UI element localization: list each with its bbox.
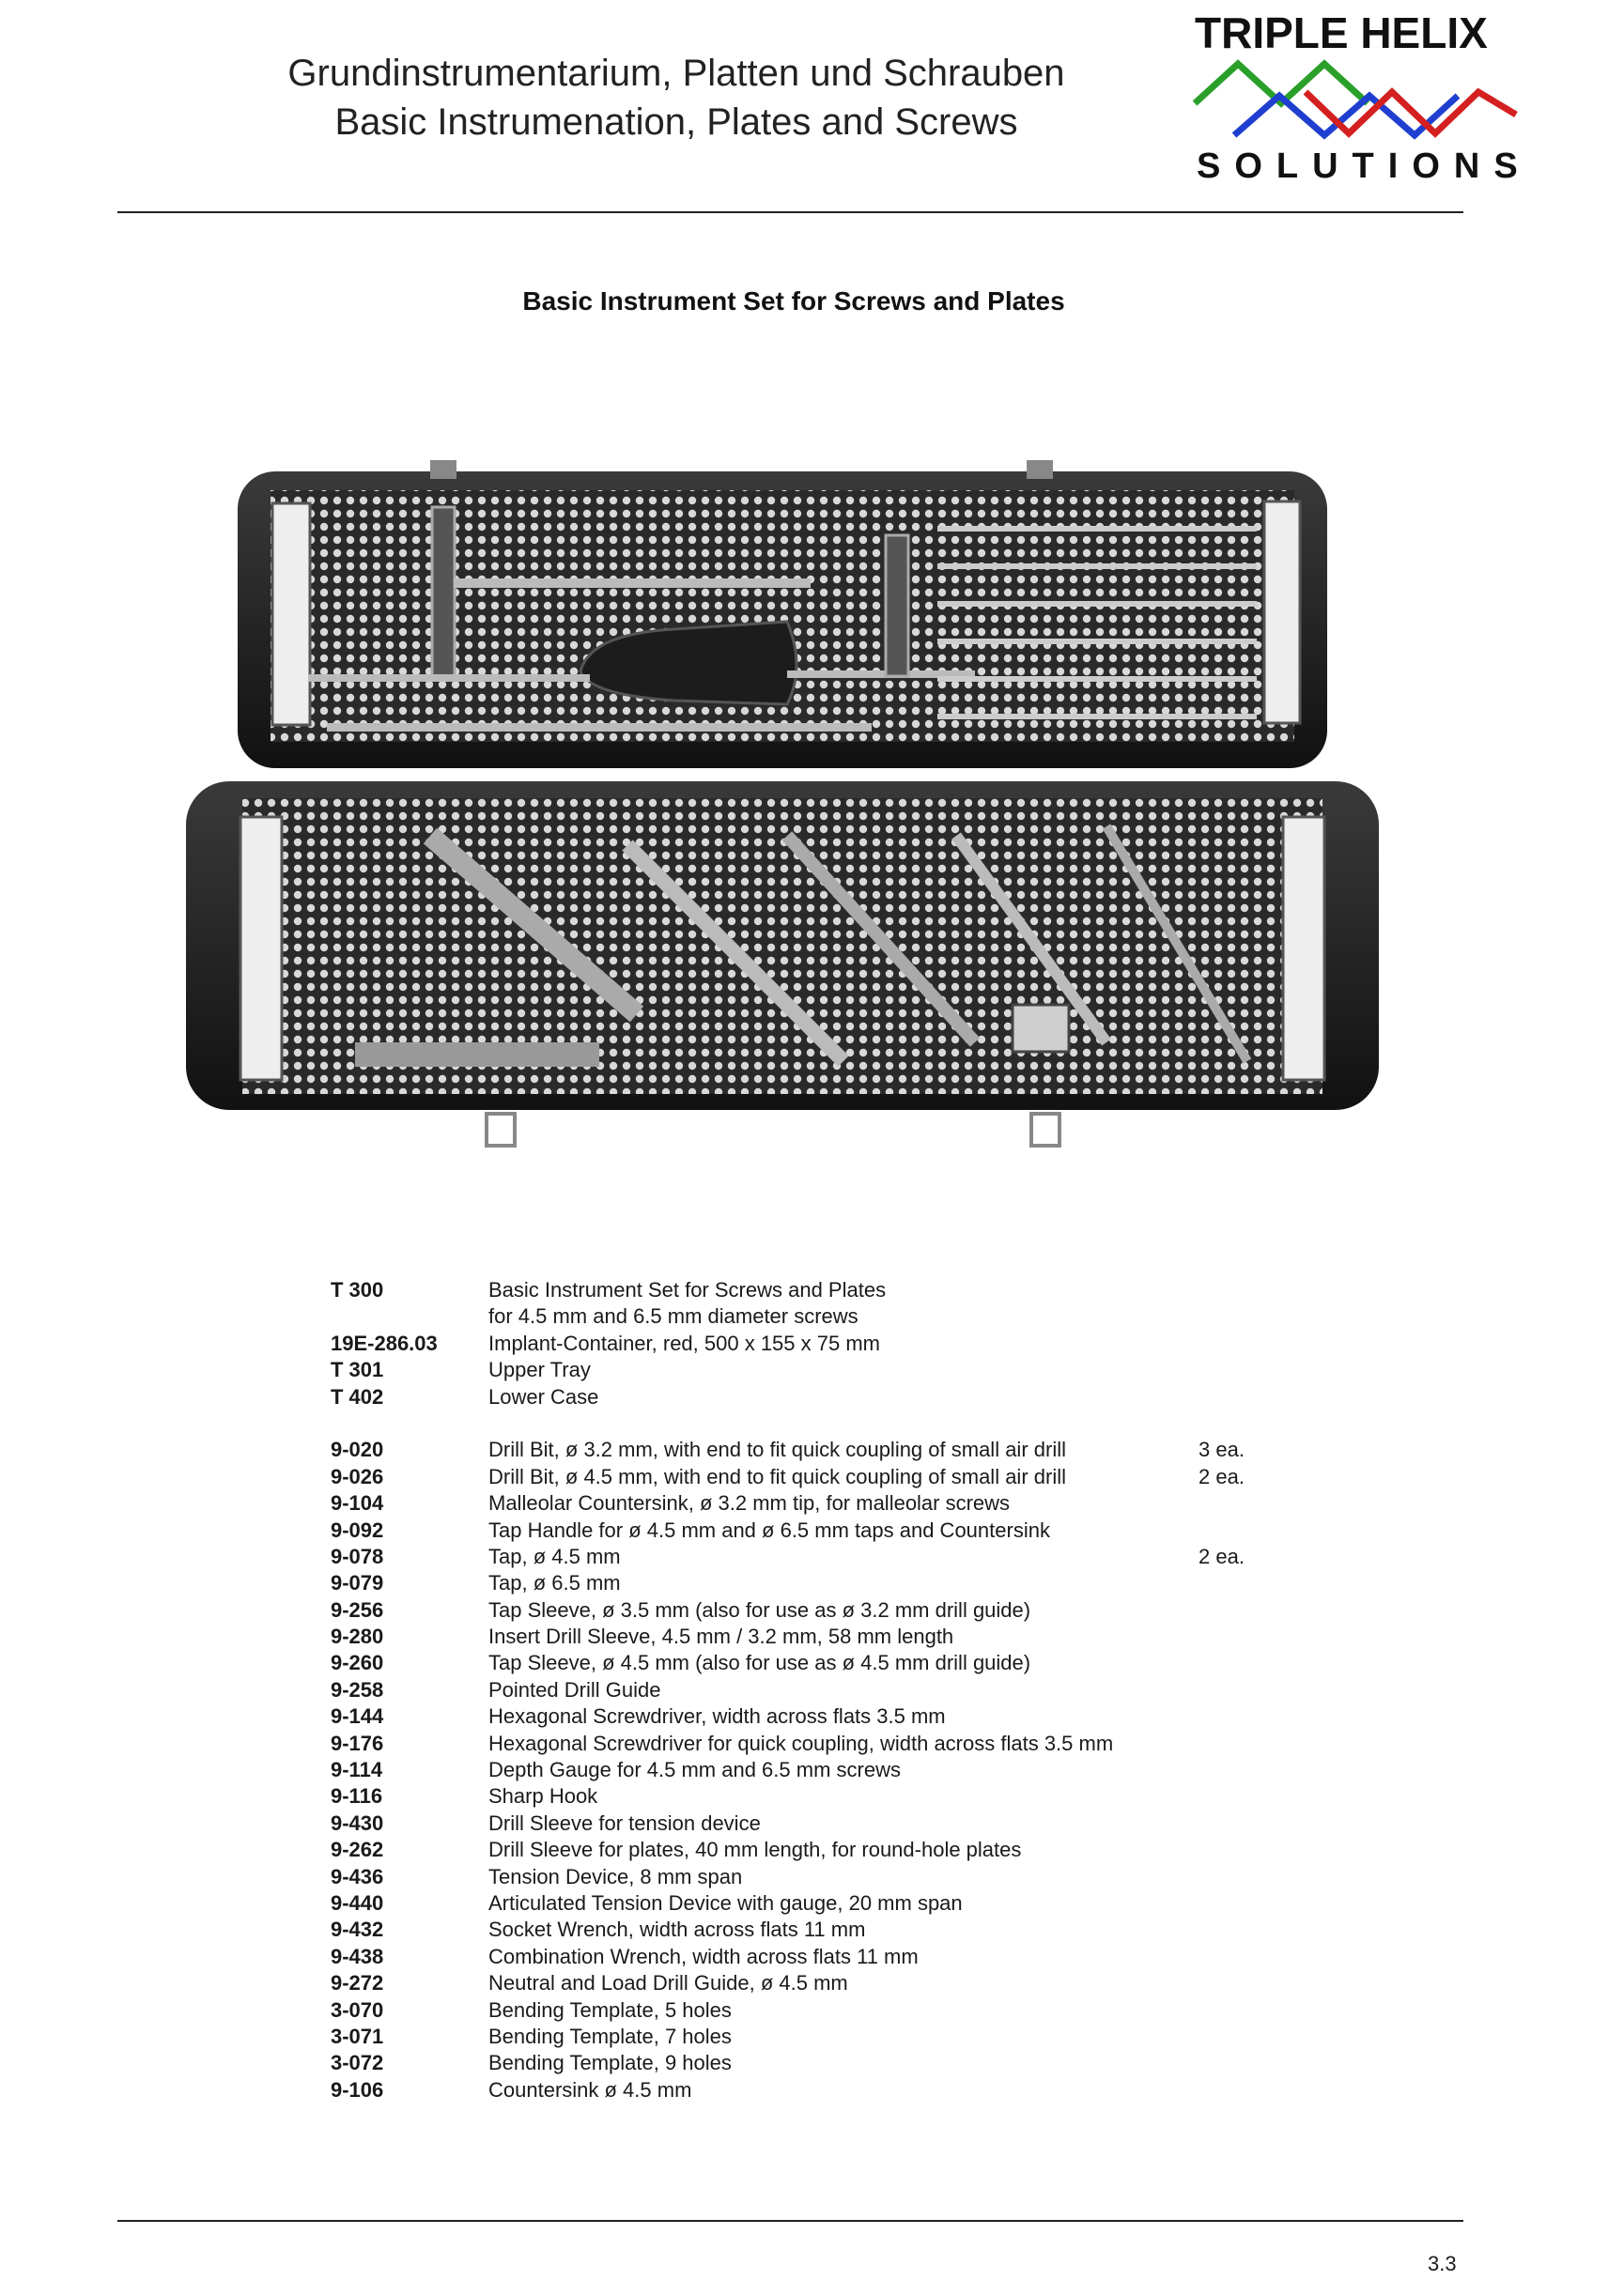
table-row bbox=[331, 1890, 1298, 1917]
item-quantity bbox=[1199, 1783, 1292, 1810]
table-row bbox=[331, 1811, 1298, 1837]
item-code: 9-106 bbox=[331, 2077, 384, 2102]
item-description: Bending Template, 5 holes bbox=[488, 1997, 732, 2022]
item-description: Tap, ø 4.5 mm bbox=[488, 1544, 621, 1568]
item-code: 9-280 bbox=[331, 1625, 384, 1649]
company-logo bbox=[1191, 6, 1532, 193]
item-quantity bbox=[1199, 1757, 1292, 1783]
item-description: Upper Tray bbox=[488, 1358, 591, 1382]
title-english: Basic Instrumenation, Plates and Screws bbox=[334, 101, 1018, 143]
item-description: Hexagonal Screwdriver, width across flats 3.5 mm bbox=[488, 1704, 946, 1729]
table-row bbox=[331, 1518, 1298, 1544]
item-code: T 300 bbox=[331, 1278, 384, 1302]
table-row bbox=[331, 1464, 1298, 1490]
item-code: 9-438 bbox=[331, 1944, 384, 1968]
item-description: Tap, ø 6.5 mm bbox=[488, 1571, 621, 1595]
item-quantity bbox=[1199, 1331, 1292, 1357]
item-code: 3-070 bbox=[331, 1997, 384, 2022]
item-quantity bbox=[1199, 2024, 1292, 2050]
item-code bbox=[331, 1303, 488, 1330]
item-description: Articulated Tension Device with gauge, 20 mm span bbox=[488, 1890, 963, 1915]
item-quantity bbox=[1199, 2050, 1292, 2076]
page-number: 3.3 bbox=[1428, 2252, 1457, 2275]
item-code: 19E-286.03 bbox=[331, 1331, 438, 1355]
item-code: 9-272 bbox=[331, 1971, 384, 1996]
item-description: Lower Case bbox=[488, 1384, 599, 1409]
item-description: Countersink ø 4.5 mm bbox=[488, 2077, 692, 2102]
table-row bbox=[331, 1624, 1298, 1650]
item-description: Tap Sleeve, ø 4.5 mm (also for use as ø 4.5 mm drill guide) bbox=[488, 1651, 1031, 1675]
item-code: 9-092 bbox=[331, 1518, 384, 1542]
table-row bbox=[331, 1410, 1298, 1437]
table-row bbox=[331, 1490, 1298, 1517]
item-description: Drill Sleeve for plates, 40 mm length, for round-hole plates bbox=[488, 1838, 1022, 1862]
table-row bbox=[331, 1277, 1298, 1303]
item-description bbox=[488, 1410, 1199, 1437]
table-row bbox=[331, 1837, 1298, 1863]
item-quantity bbox=[1199, 1650, 1292, 1676]
item-code: 9-114 bbox=[331, 1758, 383, 1782]
item-quantity bbox=[1199, 1518, 1292, 1544]
item-description: Malleolar Countersink, ø 3.2 mm tip, for malleolar screws bbox=[488, 1491, 1011, 1516]
instrument-case-photo bbox=[186, 441, 1379, 1155]
item-description: Drill Sleeve for tension device bbox=[488, 1811, 761, 1835]
table-row bbox=[331, 1731, 1298, 1757]
item-quantity bbox=[1199, 1811, 1292, 1837]
item-code: 9-430 bbox=[331, 1811, 384, 1835]
item-quantity: 2 ea. bbox=[1199, 1464, 1245, 1488]
item-quantity bbox=[1199, 1597, 1292, 1624]
item-quantity bbox=[1199, 1997, 1292, 2024]
table-row bbox=[331, 1570, 1298, 1596]
item-description: Tension Device, 8 mm span bbox=[488, 1864, 743, 1888]
item-description: Hexagonal Screwdriver for quick coupling, width across flats 3.5 mm bbox=[488, 1731, 1114, 1755]
item-description: Combination Wrench, width across flats 11 mm bbox=[488, 1944, 919, 1968]
item-description: Bending Template, 9 holes bbox=[488, 2051, 732, 2075]
item-quantity bbox=[1199, 1703, 1292, 1730]
item-quantity bbox=[1199, 1624, 1292, 1650]
item-code: 9-026 bbox=[331, 1464, 384, 1488]
item-description: Implant-Container, red, 500 x 155 x 75 mm bbox=[488, 1331, 880, 1355]
table-row bbox=[331, 1437, 1298, 1463]
item-code: 9-144 bbox=[331, 1704, 384, 1729]
item-code: 9-020 bbox=[331, 1438, 384, 1462]
item-code: 9-079 bbox=[331, 1571, 384, 1595]
item-code: 9-260 bbox=[331, 1651, 384, 1675]
table-row bbox=[331, 1703, 1298, 1730]
table-row bbox=[331, 1997, 1298, 2024]
header-divider bbox=[117, 211, 1463, 213]
page-header bbox=[178, 49, 1174, 146]
item-quantity bbox=[1199, 1384, 1292, 1410]
title-german: Grundinstrumentarium, Platten und Schrauben bbox=[287, 53, 1065, 94]
item-description: for 4.5 mm and 6.5 mm diameter screws bbox=[488, 1304, 858, 1329]
item-quantity bbox=[1199, 1917, 1292, 1943]
item-quantity bbox=[1199, 1410, 1292, 1437]
table-row bbox=[331, 1357, 1298, 1383]
item-code: T 402 bbox=[331, 1384, 384, 1409]
table-row bbox=[331, 1864, 1298, 1890]
item-code: T 301 bbox=[331, 1358, 384, 1382]
table-row bbox=[331, 2077, 1298, 2103]
section-title: Basic Instrument Set for Screws and Plates bbox=[522, 286, 1065, 316]
item-quantity bbox=[1199, 1837, 1292, 1863]
table-row bbox=[331, 1384, 1298, 1410]
footer-divider bbox=[117, 2220, 1463, 2222]
table-row bbox=[331, 1597, 1298, 1624]
item-description: Sharp Hook bbox=[488, 1784, 598, 1809]
item-code: 3-072 bbox=[331, 2051, 384, 2075]
item-quantity: 2 ea. bbox=[1199, 1544, 1245, 1568]
item-quantity bbox=[1199, 1970, 1292, 1996]
table-row bbox=[331, 1944, 1298, 1970]
item-code: 9-256 bbox=[331, 1597, 384, 1622]
item-description: Depth Gauge for 4.5 mm and 6.5 mm screws bbox=[488, 1758, 901, 1782]
item-description: Drill Bit, ø 3.2 mm, with end to fit quick coupling of small air drill bbox=[488, 1438, 1066, 1462]
item-description: Socket Wrench, width across flats 11 mm bbox=[488, 1918, 866, 1942]
item-description: Basic Instrument Set for Screws and Plates bbox=[488, 1278, 887, 1302]
item-code: 9-432 bbox=[331, 1918, 384, 1942]
item-code: 9-440 bbox=[331, 1890, 384, 1915]
item-code: 9-078 bbox=[331, 1544, 384, 1568]
logo-text-top: TRIPLE HELIX bbox=[1195, 8, 1488, 57]
item-description: Insert Drill Sleeve, 4.5 mm / 3.2 mm, 58 mm length bbox=[488, 1625, 954, 1649]
item-quantity bbox=[1199, 2077, 1292, 2103]
item-quantity bbox=[1199, 1303, 1292, 1330]
item-description: Drill Bit, ø 4.5 mm, with end to fit quick coupling of small air drill bbox=[488, 1464, 1066, 1488]
parts-list bbox=[331, 1277, 1298, 2103]
item-quantity bbox=[1199, 1731, 1292, 1757]
item-code bbox=[331, 1410, 488, 1437]
table-row bbox=[331, 1303, 1298, 1330]
item-code: 9-104 bbox=[331, 1491, 384, 1516]
logo-text-bottom: SOLUTIONS bbox=[1197, 146, 1532, 186]
table-row bbox=[331, 2024, 1298, 2050]
table-row bbox=[331, 1677, 1298, 1703]
table-row bbox=[331, 2050, 1298, 2076]
item-quantity bbox=[1199, 1357, 1292, 1383]
item-description: Neutral and Load Drill Guide, ø 4.5 mm bbox=[488, 1971, 848, 1996]
item-quantity bbox=[1199, 1277, 1292, 1303]
item-quantity bbox=[1199, 1864, 1292, 1890]
item-description: Tap Sleeve, ø 3.5 mm (also for use as ø 3.2 mm drill guide) bbox=[488, 1597, 1031, 1622]
item-quantity bbox=[1199, 1490, 1292, 1517]
item-code: 9-262 bbox=[331, 1838, 384, 1862]
table-row bbox=[331, 1757, 1298, 1783]
table-row bbox=[331, 1917, 1298, 1943]
item-code: 9-176 bbox=[331, 1731, 384, 1755]
item-quantity bbox=[1199, 1944, 1292, 1970]
item-description: Tap Handle for ø 4.5 mm and ø 6.5 mm taps and Countersink bbox=[488, 1518, 1050, 1542]
item-code: 3-071 bbox=[331, 2024, 384, 2048]
item-quantity bbox=[1199, 1890, 1292, 1917]
item-code: 9-436 bbox=[331, 1864, 384, 1888]
item-code: 9-116 bbox=[331, 1784, 383, 1809]
table-row bbox=[331, 1544, 1298, 1570]
table-row bbox=[331, 1331, 1298, 1357]
item-description: Bending Template, 7 holes bbox=[488, 2024, 732, 2048]
table-row bbox=[331, 1783, 1298, 1810]
item-description: Pointed Drill Guide bbox=[488, 1677, 661, 1702]
item-quantity: 3 ea. bbox=[1199, 1438, 1245, 1462]
item-quantity bbox=[1199, 1570, 1292, 1596]
item-quantity bbox=[1199, 1677, 1292, 1703]
table-row bbox=[331, 1650, 1298, 1676]
table-row bbox=[331, 1970, 1298, 1996]
item-code: 9-258 bbox=[331, 1677, 384, 1702]
helix-wave-icon bbox=[1193, 58, 1518, 143]
